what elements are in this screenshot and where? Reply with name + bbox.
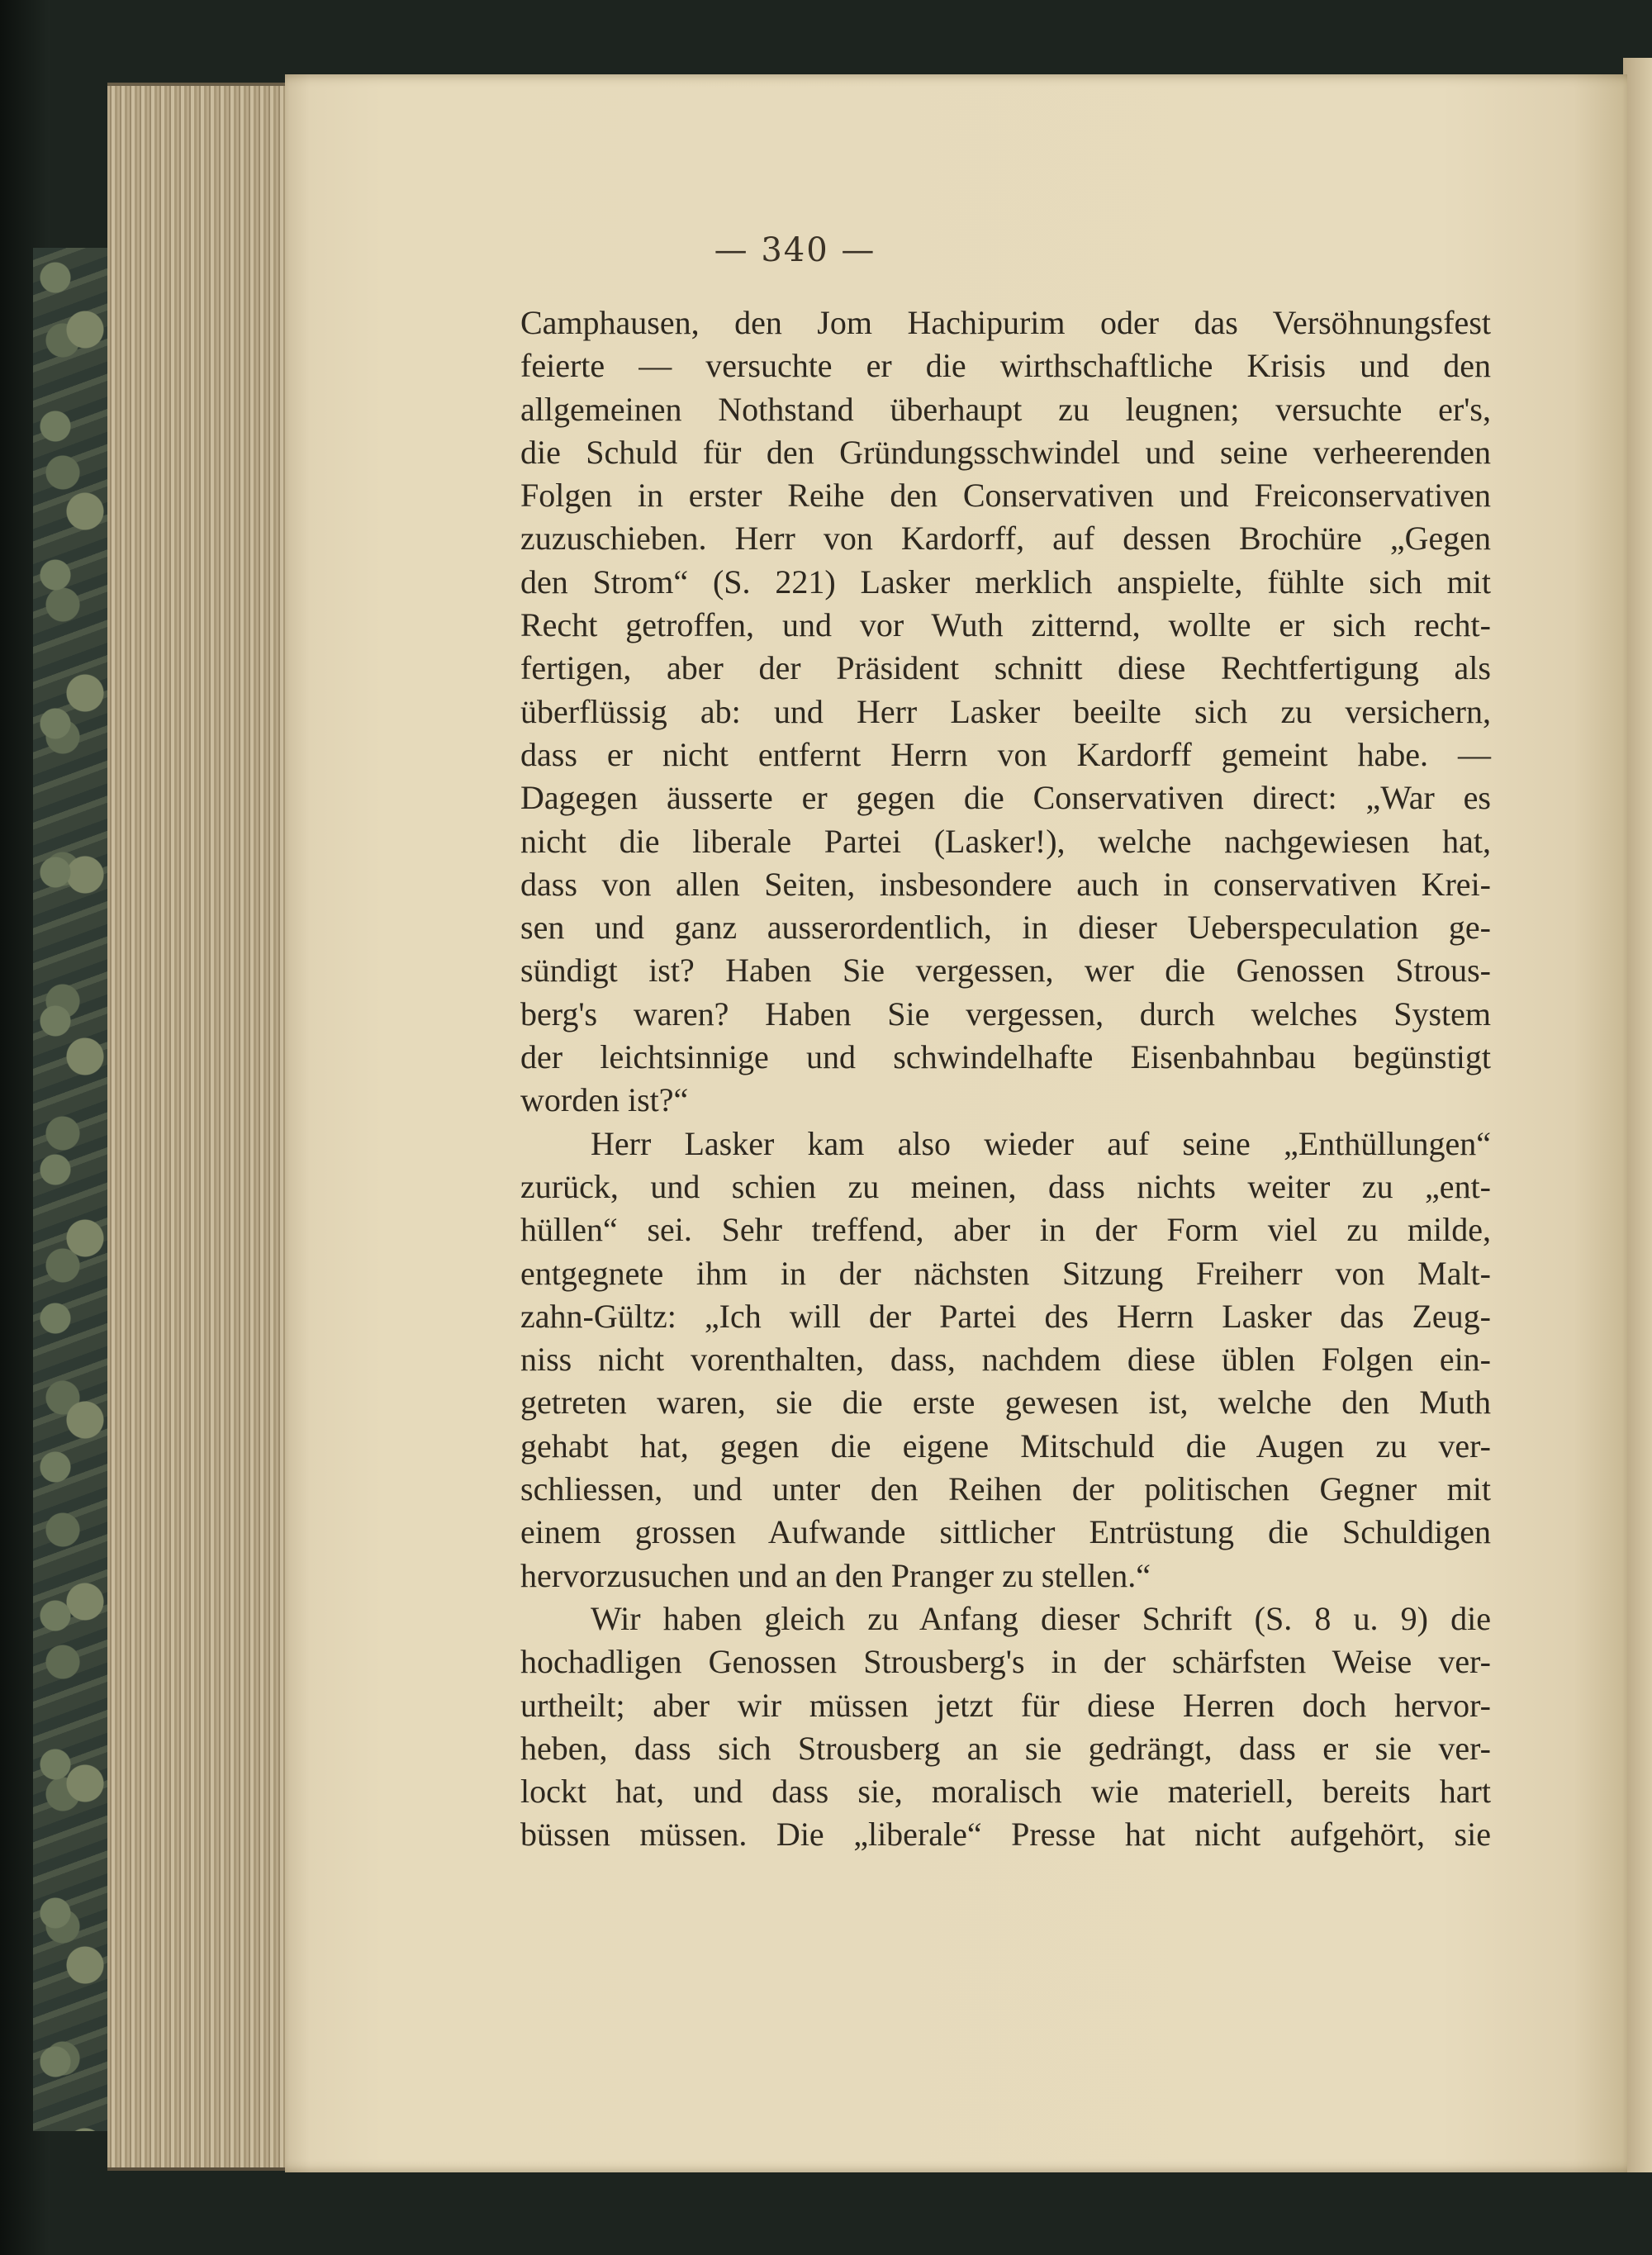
text-line: schliessen, und unter den Reihen der politischen Gegner mit	[520, 1470, 1491, 1508]
body-text	[520, 301, 1491, 1857]
text-line: hochadligen Genossen Strousberg's in der schärfsten Weise ver-	[520, 1643, 1491, 1681]
text-line: entgegnete ihm in der nächsten Sitzung Freiherr von Malt-	[520, 1254, 1491, 1292]
text-line: hervorzusuchen und an den Pranger zu stellen.“	[520, 1556, 1151, 1594]
text-line: überflüssig ab: und Herr Lasker beeilte sich zu versichern,	[520, 692, 1491, 730]
marbled-cover	[33, 248, 107, 2131]
page-number: — 340 —	[714, 231, 876, 269]
text-line: sündigt ist? Haben Sie vergessen, wer die Genossen Strous-	[520, 952, 1491, 990]
text-line: Camphausen, den Jom Hachipurim oder das Versöhnungsfest	[520, 304, 1491, 341]
text-line: einem grossen Aufwande sittlicher Entrüstung die Schuldigen	[520, 1513, 1491, 1551]
text-line: Wir haben gleich zu Anfang dieser Schrift (S. 8 u. 9) die	[591, 1599, 1491, 1637]
paragraph-1	[520, 301, 1491, 1123]
text-line: sen und ganz ausserordentlich, in dieser Ueberspeculation ge-	[520, 909, 1491, 947]
text-line: fertigen, aber der Präsident schnitt diese Rechtfertigung als	[520, 649, 1491, 687]
text-line: allgemeinen Nothstand überhaupt zu leugnen; versuchte er's,	[520, 390, 1491, 428]
text-line: Herr Lasker kam also wieder auf seine „Enthüllungen“	[591, 1124, 1491, 1162]
book-page	[285, 74, 1627, 2172]
text-line: getreten waren, sie die erste gewesen ist, welche den Muth	[520, 1384, 1491, 1422]
text-line: zahn-Gültz: „Ich will der Partei des Herrn Lasker das Zeug-	[520, 1297, 1491, 1335]
text-line: lockt hat, und dass sie, moralisch wie materiell, bereits hart	[520, 1773, 1491, 1811]
text-line: heben, dass sich Strousberg an sie gedrängt, dass er sie ver-	[520, 1729, 1491, 1767]
text-line: Dagegen äusserte er gegen die Conservativen direct: „War es	[520, 779, 1491, 817]
paragraph-2	[520, 1123, 1491, 1597]
text-line: die Schuld für den Gründungsschwindel und seine verheerenden	[520, 433, 1491, 471]
text-line: dass er nicht entfernt Herrn von Kardorff gemeint habe. —	[520, 735, 1491, 773]
text-line: hüllen“ sei. Sehr treffend, aber in der Form viel zu milde,	[520, 1211, 1491, 1249]
text-line: feierte — versuchte er die wirthschaftliche Krisis und den	[520, 347, 1491, 385]
text-line: nicht die liberale Partei (Lasker!), welche nachgewiesen hat,	[520, 822, 1491, 860]
text-line: büssen müssen. Die „liberale“ Presse hat nicht aufgehört, sie	[520, 1816, 1491, 1854]
text-line: Folgen in erster Reihe den Conservativen und Freiconservativen	[520, 477, 1491, 515]
text-line: dass von allen Seiten, insbesondere auch in conservativen Krei-	[520, 865, 1491, 903]
paragraph-3	[520, 1597, 1491, 1857]
page-edges	[107, 83, 297, 2171]
text-line: berg's waren? Haben Sie vergessen, durch welches System	[520, 995, 1491, 1033]
text-line: den Strom“ (S. 221) Lasker merklich anspielte, fühlte sich mit	[520, 563, 1491, 601]
text-line: niss nicht vorenthalten, dass, nachdem diese üblen Folgen ein-	[520, 1341, 1491, 1379]
text-line: zuzuschieben. Herr von Kardorff, auf dessen Brochüre „Gegen	[520, 520, 1491, 558]
text-line: Recht getroffen, und vor Wuth zitternd, wollte er sich recht-	[520, 606, 1491, 644]
text-line: worden ist?“	[520, 1081, 689, 1119]
text-line: urtheilt; aber wir müssen jetzt für diese Herren doch hervor-	[520, 1686, 1491, 1724]
text-line: zurück, und schien zu meinen, dass nichts weiter zu „ent-	[520, 1167, 1491, 1205]
text-line: der leichtsinnige und schwindelhafte Eisenbahnbau begünstigt	[520, 1038, 1491, 1076]
adjacent-page-edge	[1623, 58, 1652, 2172]
text-line: gehabt hat, gegen die eigene Mitschuld die Augen zu ver-	[520, 1427, 1491, 1465]
